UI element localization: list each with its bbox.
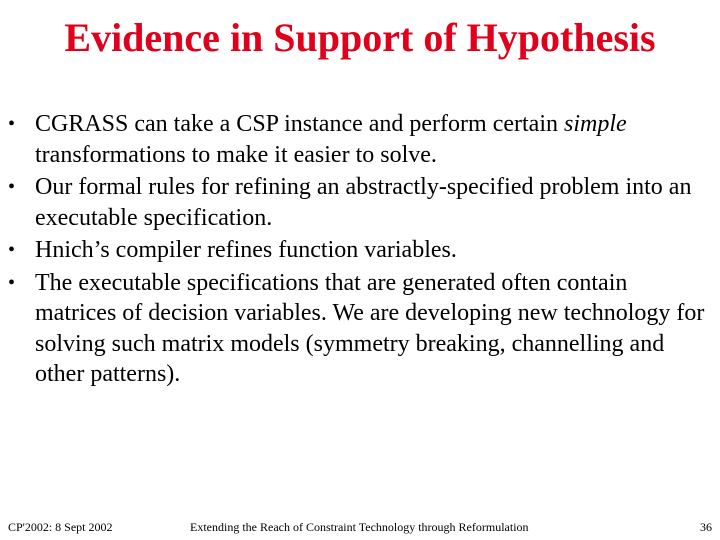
page-number: 36: [700, 520, 712, 534]
bullet-marker: •: [8, 113, 16, 135]
bullet-emphasis: simple: [563, 111, 627, 137]
bullet-marker: •: [8, 239, 16, 261]
bullet-text-cont: transformations to make it easier to solve.: [35, 141, 437, 168]
bullet-text: The executable specifications that are generated often contain matrices of decision variables. We are developing new technology for solving such matrix models (symmetry breaking, channelling and other patterns).: [35, 269, 705, 387]
bullet-marker: •: [8, 176, 16, 198]
bullet-list: [0, 109, 720, 392]
footer-title: Extending the Reach of Constraint Technology through Reformulation: [190, 520, 529, 534]
bullet-item: [0, 235, 705, 266]
slide-title: Evidence in Support of Hypothesis: [64, 15, 656, 60]
footer-conference: CP'2002: 8 Sept 2002: [8, 520, 113, 534]
bullet-text: Hnich’s compiler refines function variables.: [35, 237, 457, 263]
bullet-marker: •: [8, 271, 16, 294]
bullet-item: [0, 172, 705, 233]
bullet-text: Our formal rules for refining an abstractly-specified problem into an executable specification.: [35, 174, 692, 231]
bullet-item: [0, 109, 705, 170]
bullet-item: [0, 268, 705, 390]
bullet-text: CGRASS can take a CSP instance and perform certain: [35, 111, 564, 137]
